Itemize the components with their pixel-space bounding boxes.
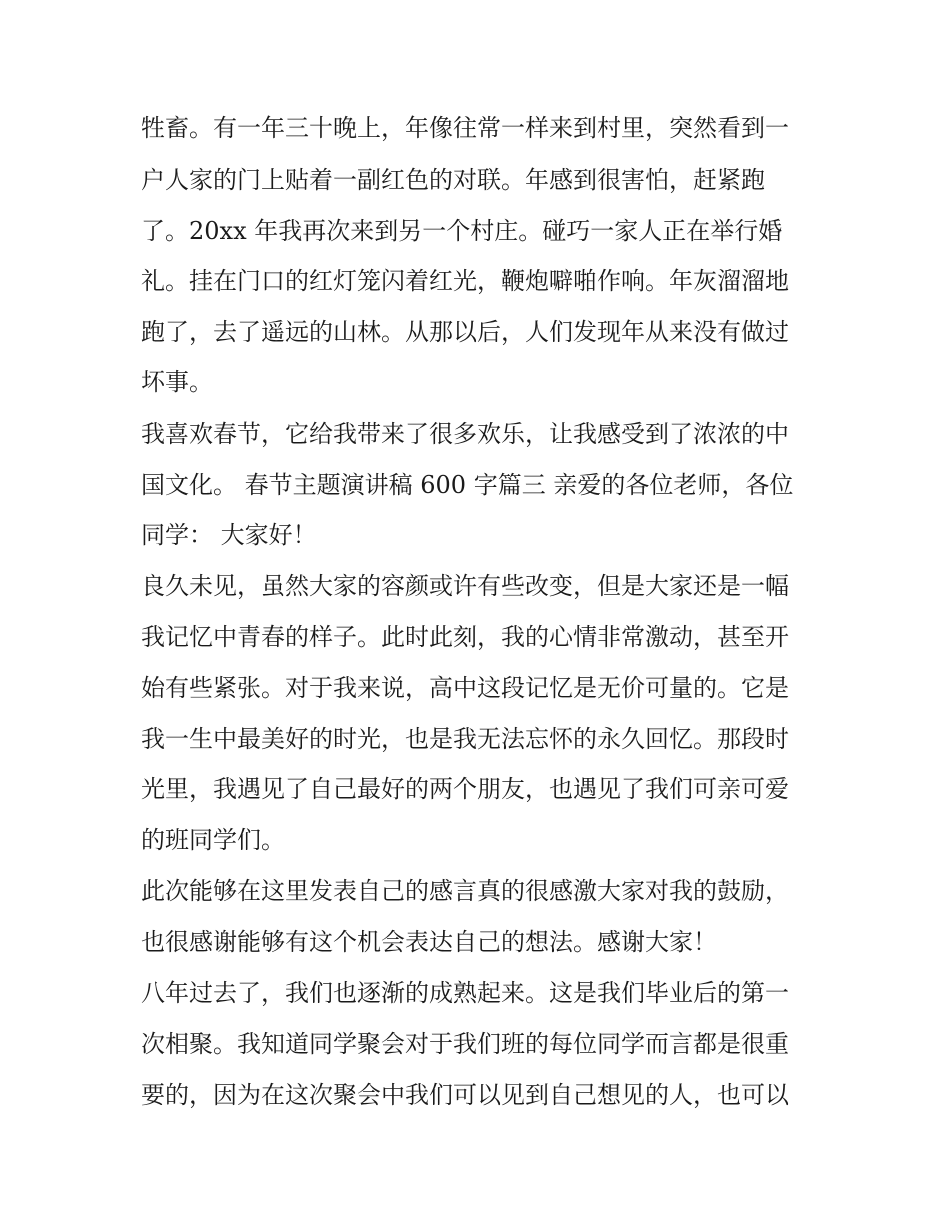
text-line: 我喜欢春节，它给我带来了很多欢乐，让我感受到了浓浓的中 — [141, 420, 789, 448]
text-line: 要的，因为在这次聚会中我们可以见到自己想见的人，也可以 — [141, 1081, 789, 1109]
text-line: 次相聚。我知道同学聚会对于我们班的每位同学而言都是很重 — [141, 1030, 789, 1058]
text-line: 国文化。 春节主题演讲稿 600 字篇三 亲爱的各位老师，各位 — [141, 471, 794, 499]
text-line: 光里，我遇见了自己最好的两个朋友，也遇见了我们可亲可爱 — [141, 775, 789, 803]
text-line: 同学： 大家好！ — [141, 521, 317, 549]
text-line: 了。20xx 年我再次来到另一个村庄。碰巧一家人正在举行婚 — [141, 217, 783, 245]
text-line: 牲畜。有一年三十晚上，年像往常一样来到村里，突然看到一 — [141, 114, 789, 142]
text-line: 始有些紧张。对于我来说，高中这段记忆是无价可量的。它是 — [141, 674, 789, 702]
text-line: 良久未见，虽然大家的容颜或许有些改变，但是大家还是一幅 — [141, 572, 789, 600]
text-line: 坏事。 — [141, 368, 213, 396]
text-line: 礼。挂在门口的红灯笼闪着红光，鞭炮噼啪作响。年灰溜溜地 — [141, 267, 789, 295]
text-line: 的班同学们。 — [141, 826, 285, 854]
text-line: 也很感谢能够有这个机会表达自己的想法。感谢大家！ — [141, 928, 717, 956]
text-line: 跑了，去了遥远的山林。从那以后，人们发现年从来没有做过 — [141, 318, 789, 346]
text-line: 户人家的门上贴着一副红色的对联。年感到很害怕，赶紧跑 — [141, 166, 765, 194]
text-line: 我一生中最美好的时光，也是我无法忘怀的永久回忆。那段时 — [141, 725, 789, 753]
text-line: 此次能够在这里发表自己的感言真的很感激大家对我的鼓励， — [141, 877, 789, 905]
text-line: 八年过去了，我们也逐渐的成熟起来。这是我们毕业后的第一 — [141, 979, 789, 1007]
text-line: 我记忆中青春的样子。此时此刻，我的心情非常激动，甚至开 — [141, 623, 789, 651]
